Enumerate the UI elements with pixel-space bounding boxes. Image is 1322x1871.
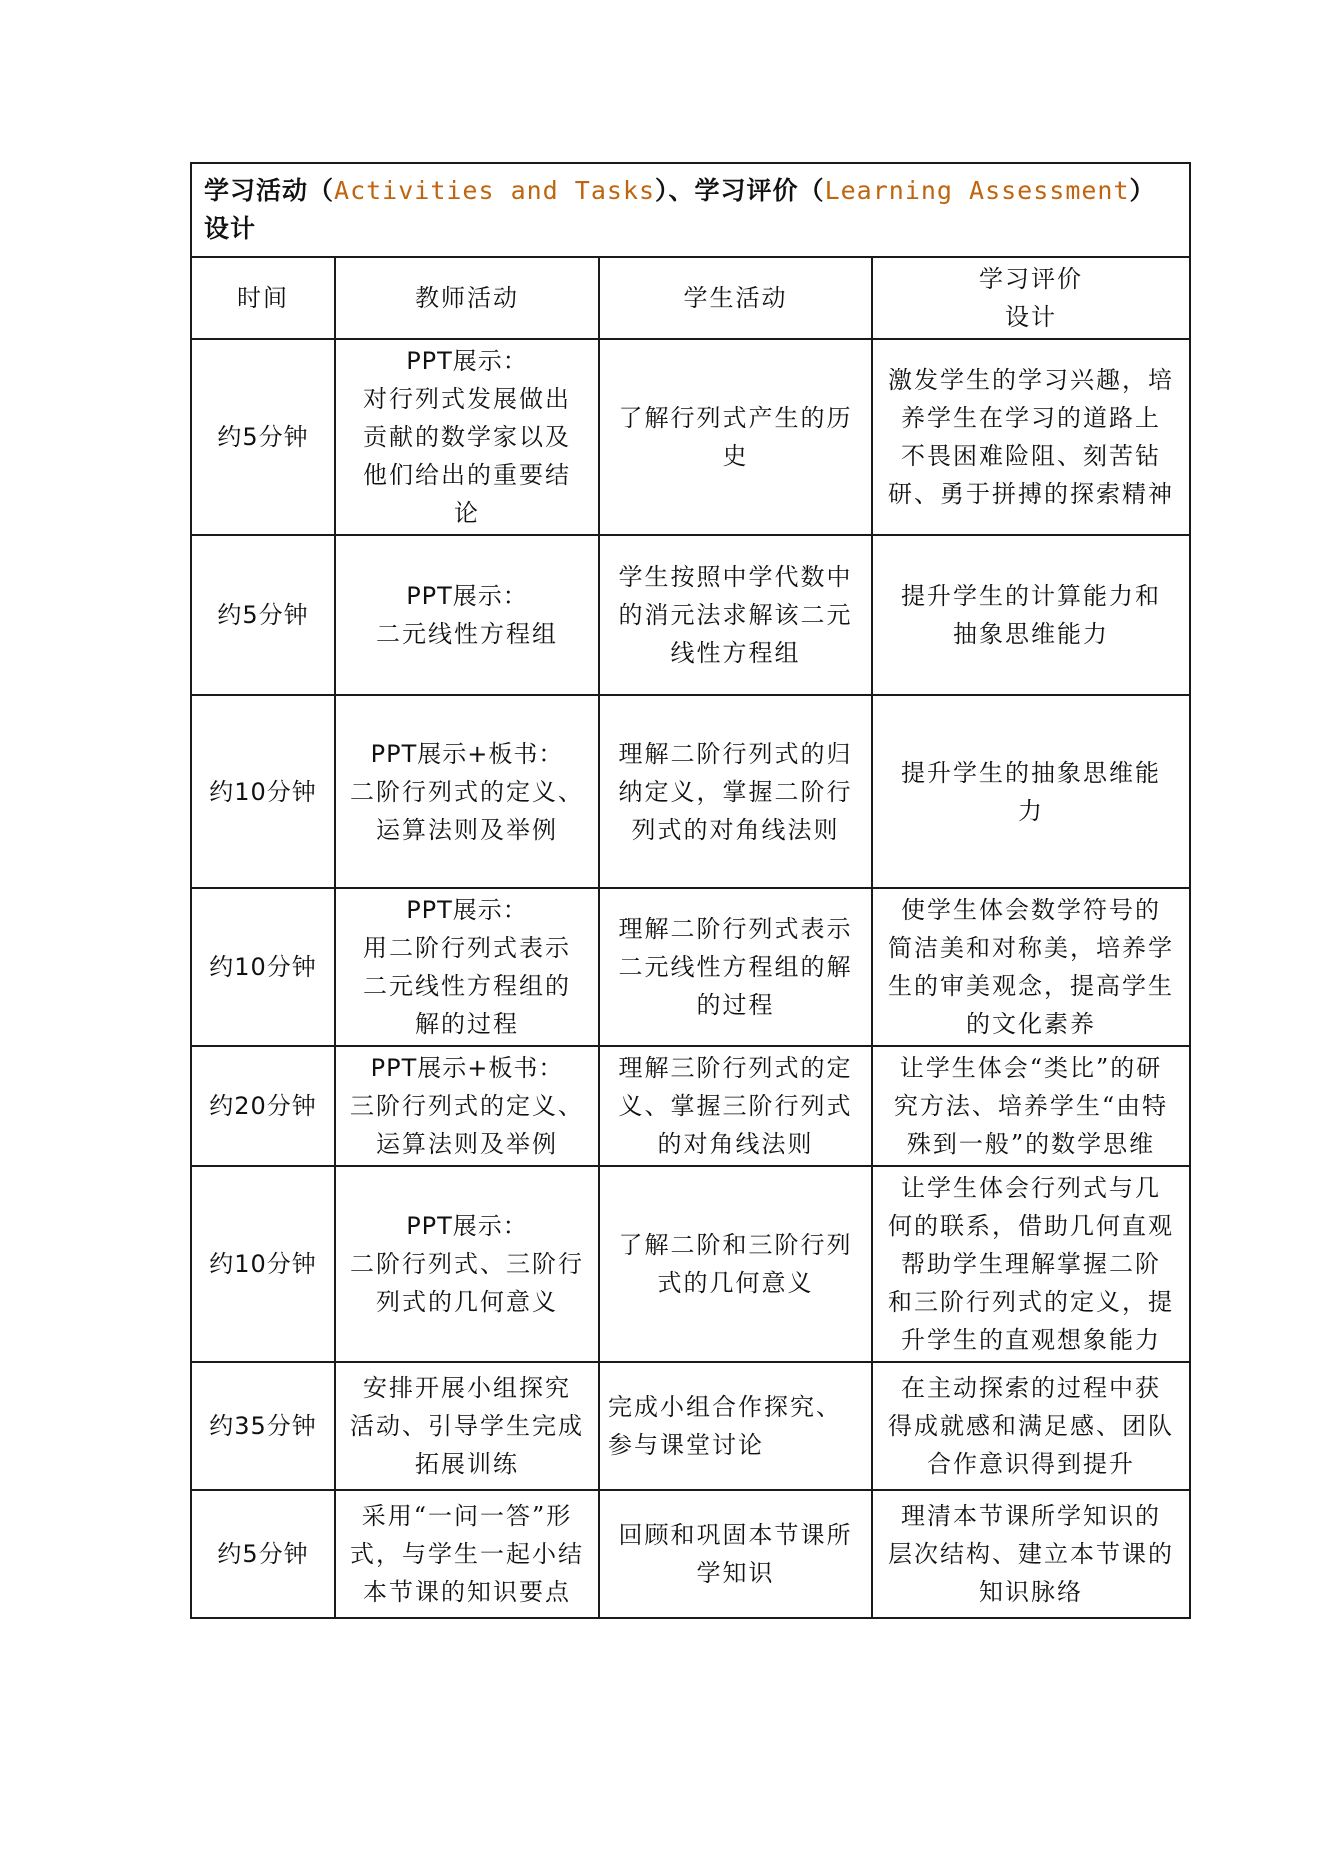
cell-text-line: 研、勇于拼搏的探索精神 (888, 480, 1174, 508)
cell-text-line: 理解三阶行列式的定 (618, 1054, 853, 1082)
cell-text-line: PPT展示： (406, 582, 528, 610)
cell-text-line: 二阶行列式的定义、 (350, 777, 584, 806)
cell-text-line: 对行列式发展做出 (363, 385, 571, 413)
cell-text-line: 提升学生的计算能力和 (901, 582, 1161, 610)
student-activity-cell (599, 1046, 872, 1166)
assessment-cell (872, 695, 1190, 888)
table-row (191, 535, 1190, 695)
cell-text-line: 的文化素养 (966, 1010, 1096, 1038)
header-teacher-activity: 教师活动 (335, 257, 599, 339)
cell-text-line: 解的过程 (415, 1010, 519, 1038)
time-cell: 约5分钟 (191, 535, 335, 695)
cell-text-line: 和三阶行列式的定义，提 (888, 1288, 1174, 1316)
cell-text-line: 理解二阶行列式表示 (618, 915, 853, 943)
header-assessment-line: 学习评价 (979, 265, 1083, 293)
header-assessment-line: 设计 (1005, 303, 1057, 331)
cell-text-line: 完成小组合作探究、 (608, 1393, 842, 1421)
cell-text-line: 拓展训练 (415, 1450, 519, 1478)
cell-text-line: 学知识 (696, 1559, 775, 1587)
time-cell: 约10分钟 (191, 1166, 335, 1362)
cell-text-line: 升学生的直观想象能力 (901, 1326, 1161, 1354)
time-cell: 约10分钟 (191, 695, 335, 888)
student-activity-cell (599, 535, 872, 695)
title-english-term: Activities and Tasks (334, 176, 656, 205)
cell-text-line: 生的审美观念，提高学生 (888, 972, 1174, 1000)
teacher-activity-cell (335, 535, 599, 695)
student-activity-cell (599, 339, 872, 535)
cell-text-line: PPT展示： (406, 1212, 528, 1240)
assessment-cell (872, 339, 1190, 535)
assessment-cell (872, 1362, 1190, 1490)
cell-text-line: 式的几何意义 (657, 1269, 814, 1297)
cell-text-line: 二阶行列式、三阶行 (350, 1250, 584, 1278)
cell-text-line: 运算法则及举例 (376, 1130, 558, 1158)
assessment-cell (872, 1490, 1190, 1618)
cell-text-line: 用二阶行列式表示 (363, 934, 571, 962)
cell-text-line: 安排开展小组探究 (363, 1374, 571, 1402)
cell-text-line: 式，与学生一起小结 (350, 1540, 584, 1568)
cell-text-line: 让学生体会行列式与几 (901, 1174, 1161, 1202)
cell-text-line: 力 (1018, 796, 1044, 825)
teacher-activity-cell (335, 1166, 599, 1362)
cell-text-line: 理清本节课所学知识的 (901, 1502, 1161, 1530)
header-time: 时间 (191, 257, 335, 339)
cell-text-line: 他们给出的重要结 (363, 461, 571, 489)
title-part: ）设计 (204, 176, 1156, 243)
cell-text-line: 活动、引导学生完成 (350, 1412, 584, 1440)
assessment-cell (872, 1046, 1190, 1166)
cell-text-line: 了解行列式产生的历 (618, 404, 853, 432)
cell-text-line: 二元线性方程组的解 (618, 953, 853, 981)
student-activity-cell (599, 1166, 872, 1362)
time-cell: 约35分钟 (191, 1362, 335, 1490)
cell-text-line: 回顾和巩固本节课所 (618, 1521, 853, 1549)
cell-text-line: 史 (722, 442, 749, 470)
teacher-activity-cell (335, 1362, 599, 1490)
table-row (191, 1046, 1190, 1166)
table-row (191, 1166, 1190, 1362)
cell-text-line: 使学生体会数学符号的 (901, 896, 1161, 924)
cell-text-line: 列式的对角线法则 (631, 815, 840, 844)
cell-text-line: 抽象思维能力 (953, 620, 1109, 648)
table-row (191, 1362, 1190, 1490)
cell-text-line: 的消元法求解该二元 (618, 601, 853, 629)
assessment-cell (872, 1166, 1190, 1362)
cell-text-line: 论 (454, 499, 480, 527)
cell-text-line: 层次结构、建立本节课的 (888, 1540, 1174, 1568)
teacher-activity-cell (335, 695, 599, 888)
cell-text-line: 合作意识得到提升 (927, 1450, 1135, 1478)
title-part: ）、学习评价（ (655, 176, 825, 205)
time-cell: 约10分钟 (191, 888, 335, 1046)
cell-text-line: 列式的几何意义 (376, 1288, 558, 1316)
cell-text-line: 了解二阶和三阶行列 (618, 1231, 853, 1259)
cell-text-line: 究方法、培养学生“由特 (893, 1092, 1169, 1120)
student-activity-cell (599, 1490, 872, 1618)
teacher-activity-cell (335, 1046, 599, 1166)
cell-text-line: 简洁美和对称美，培养学 (888, 934, 1174, 962)
cell-text-line: 提升学生的抽象思维能 (901, 758, 1161, 787)
cell-text-line: 本节课的知识要点 (363, 1578, 571, 1606)
cell-text-line: 运算法则及举例 (376, 815, 558, 844)
time-cell: 约5分钟 (191, 1490, 335, 1618)
cell-text-line: 知识脉络 (979, 1578, 1083, 1606)
teacher-activity-cell (335, 888, 599, 1046)
cell-text-line: 三阶行列式的定义、 (350, 1092, 584, 1120)
cell-text-line: 殊到一般”的数学思维 (906, 1130, 1156, 1158)
cell-text-line: 理解二阶行列式的归 (618, 739, 853, 768)
cell-text-line: 的对角线法则 (657, 1130, 814, 1158)
cell-text-line: 二元线性方程组 (376, 620, 558, 648)
cell-text-line: 不畏困难险阻、刻苦钻 (901, 442, 1161, 470)
cell-text-line: 帮助学生理解掌握二阶 (901, 1250, 1161, 1278)
table-row (191, 695, 1190, 888)
cell-text-line: 养学生在学习的道路上 (901, 404, 1161, 432)
table-row (191, 1490, 1190, 1618)
activity-assessment-table (190, 162, 1191, 1619)
cell-text-line: PPT展示+板书： (370, 1054, 564, 1082)
cell-text-line: 纳定义，掌握二阶行 (618, 777, 853, 806)
student-activity-cell (599, 888, 872, 1046)
cell-text-line: 何的联系，借助几何直观 (888, 1212, 1174, 1240)
teacher-activity-cell (335, 339, 599, 535)
cell-text-line: 让学生体会“类比”的研 (899, 1054, 1163, 1082)
title-part: 学习活动（ (204, 176, 335, 205)
time-cell: 约20分钟 (191, 1046, 335, 1166)
cell-text-line: 二元线性方程组的 (363, 972, 571, 1000)
header-assessment (872, 257, 1190, 339)
cell-text-line: 贡献的数学家以及 (363, 423, 571, 451)
title-english-term: Learning Assessment (824, 176, 1130, 205)
table-row (191, 339, 1190, 535)
cell-text-line: 义、掌握三阶行列式 (618, 1092, 853, 1120)
table-title (191, 163, 1190, 257)
cell-text-line: 参与课堂讨论 (608, 1431, 764, 1459)
teacher-activity-cell (335, 1490, 599, 1618)
table-row (191, 888, 1190, 1046)
cell-text-line: PPT展示： (406, 347, 528, 375)
cell-text-line: PPT展示： (406, 896, 528, 924)
time-cell: 约5分钟 (191, 339, 335, 535)
cell-text-line: PPT展示+板书： (370, 739, 564, 768)
cell-text-line: 的过程 (696, 991, 775, 1019)
cell-text-line: 线性方程组 (670, 639, 801, 667)
cell-text-line: 在主动探索的过程中获 (901, 1374, 1161, 1402)
cell-text-line: 得成就感和满足感、团队 (888, 1412, 1174, 1440)
table-title-row (191, 163, 1190, 257)
assessment-cell (872, 888, 1190, 1046)
cell-text-line: 激发学生的学习兴趣，培 (888, 366, 1174, 394)
table-header-row (191, 257, 1190, 339)
assessment-cell (872, 535, 1190, 695)
table-body (191, 339, 1190, 1618)
header-student-activity: 学生活动 (599, 257, 872, 339)
cell-text-line: 采用“一问一答”形 (361, 1502, 573, 1530)
cell-text-line: 学生按照中学代数中 (618, 563, 853, 591)
student-activity-cell (599, 1362, 872, 1490)
student-activity-cell (599, 695, 872, 888)
